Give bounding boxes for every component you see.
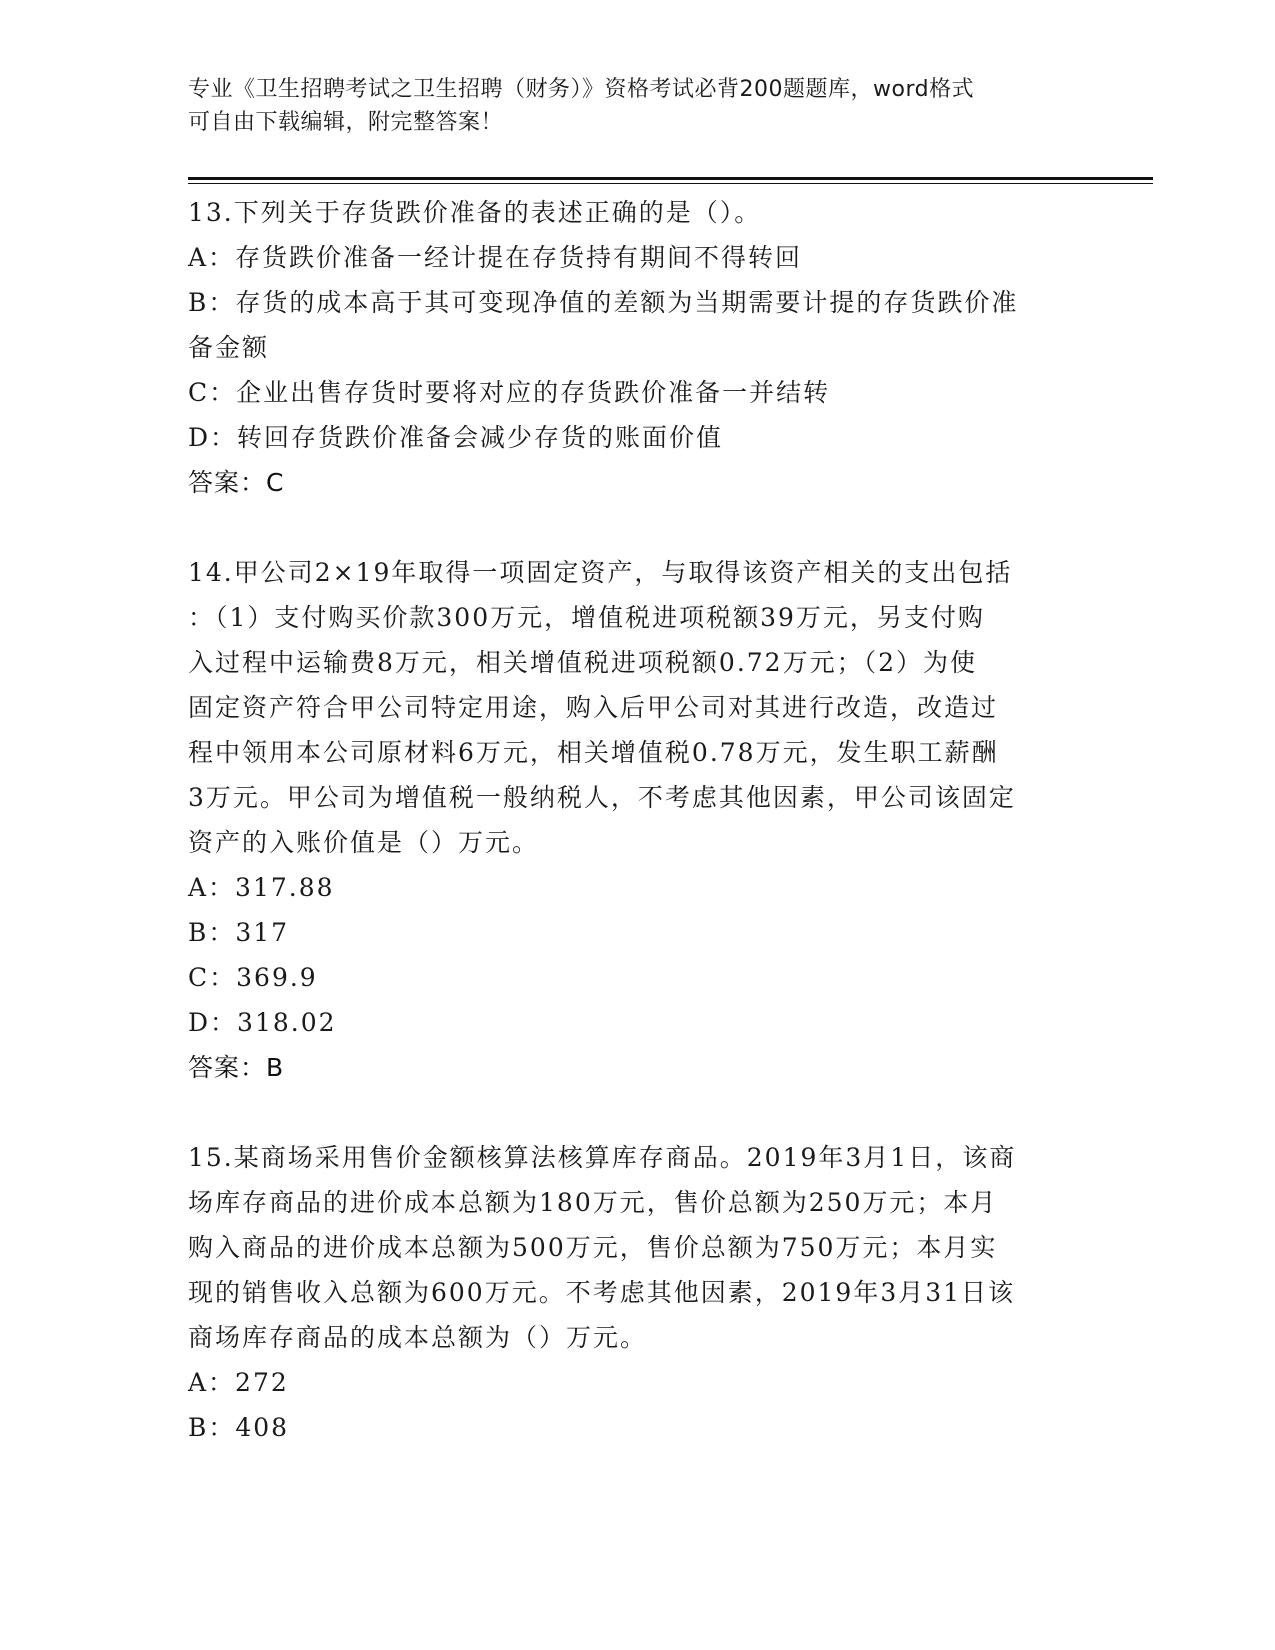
question-stem-line-3: 入过程中运输费8万元，相关增值税进项税额0.72万元；（2）为使 — [188, 648, 977, 677]
option-b-continued: 备金额 — [188, 333, 270, 362]
header-title-line-2: 可自由下载编辑，附完整答案！ — [188, 110, 504, 135]
option-a: A：272 — [188, 1368, 289, 1397]
question-stem-line-4: 现的销售收入总额为600万元。不考虑其他因素，2019年3月31日该 — [188, 1278, 1016, 1307]
option-c: C：企业出售存货时要将对应的存货跌价准备一并结转 — [188, 378, 831, 407]
question-14 — [188, 550, 1088, 1090]
question-stem-line-6: 3万元。甲公司为增值税一般纳税人，不考虑其他因素，甲公司该固定 — [188, 783, 1016, 812]
spacer — [188, 1090, 1088, 1135]
question-13 — [188, 190, 1088, 505]
spacer — [188, 505, 1088, 550]
question-stem-line-5: 商场库存商品的成本总额为（）万元。 — [188, 1323, 648, 1352]
answer-label: 答案：B — [188, 1053, 285, 1082]
option-a: A：存货跌价准备一经计提在存货持有期间不得转回 — [188, 243, 803, 272]
question-stem-line-5: 程中领用本公司原材料6万元，相关增值税0.78万元，发生职工薪酬 — [188, 738, 999, 767]
question-stem-line-3: 购入商品的进价成本总额为500万元，售价总额为750万元；本月实 — [188, 1233, 998, 1262]
question-15 — [188, 1135, 1088, 1450]
header-title-line-1: 专业《卫生招聘考试之卫生招聘（财务）》资格考试必背200题题库，word格式 — [188, 77, 975, 102]
option-d: D：转回存货跌价准备会减少存货的账面价值 — [188, 423, 724, 452]
header-rule-thin — [188, 183, 1153, 184]
option-b: B：317 — [188, 918, 290, 947]
question-stem-line-7: 资产的入账价值是（）万元。 — [188, 828, 540, 857]
question-stem-line-2: ：（1）支付购买价款300万元，增值税进项税额39万元，另支付购 — [188, 603, 985, 632]
answer-label: 答案：C — [188, 468, 285, 497]
question-list — [188, 190, 1088, 1450]
option-c: C：369.9 — [188, 963, 318, 992]
option-b: B：408 — [188, 1413, 290, 1442]
header-rule-thick — [188, 177, 1153, 180]
option-b: B：存货的成本高于其可变现净值的差额为当期需要计提的存货跌价准 — [188, 288, 1019, 317]
document-header — [188, 73, 1068, 139]
question-stem-line-2: 场库存商品的进价成本总额为180万元，售价总额为250万元；本月 — [188, 1188, 998, 1217]
question-stem: 13.下列关于存货跌价准备的表述正确的是（）。 — [188, 198, 762, 227]
option-a: A：317.88 — [188, 873, 335, 902]
option-d: D：318.02 — [188, 1008, 337, 1037]
question-stem-line-1: 14.甲公司2×19年取得一项固定资产，与取得该资产相关的支出包括 — [188, 558, 1013, 587]
question-stem-line-4: 固定资产符合甲公司特定用途，购入后甲公司对其进行改造，改造过 — [188, 693, 999, 722]
question-stem-line-1: 15.某商场采用售价金额核算法核算库存商品。2019年3月1日，该商 — [188, 1143, 1017, 1172]
